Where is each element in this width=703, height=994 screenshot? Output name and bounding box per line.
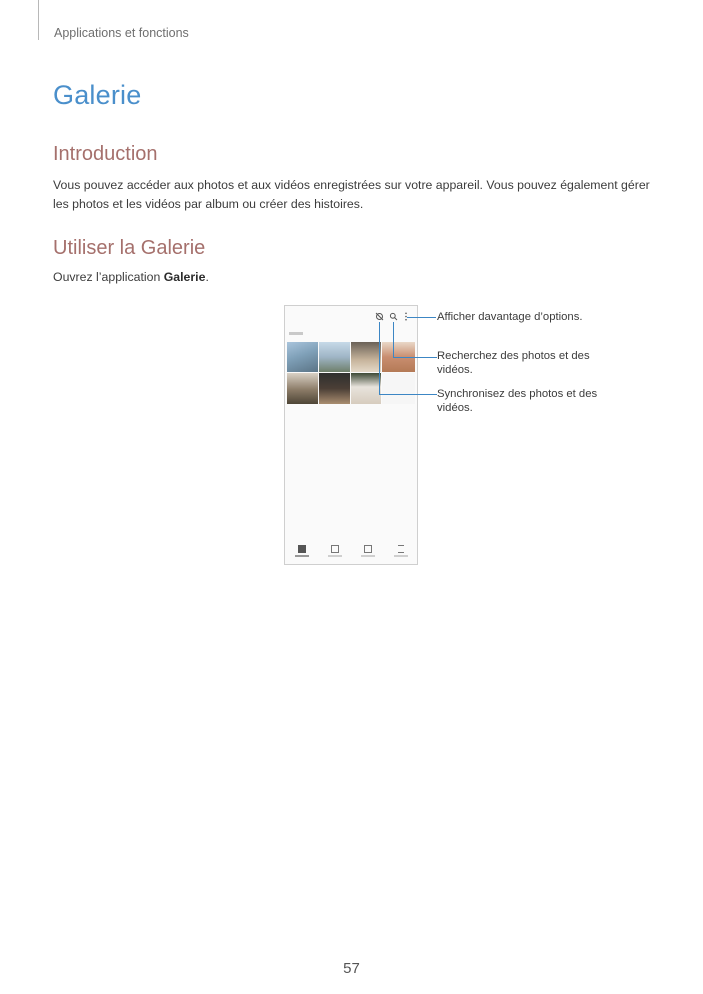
nav-pictures xyxy=(288,545,316,557)
photo-thumbnail xyxy=(351,342,381,372)
nav-stories xyxy=(354,545,382,557)
callout-line-options xyxy=(407,317,436,318)
instruction-prefix: Ouvrez l’application xyxy=(53,270,164,284)
photo-thumbnail xyxy=(351,373,381,404)
date-label xyxy=(289,332,303,335)
callout-search-text: Recherchez des photos et des vidéos. xyxy=(437,350,590,376)
instruction-suffix: . xyxy=(205,270,209,284)
callout-options-text: Afficher davantage d’options. xyxy=(437,311,583,323)
intro-paragraph: Vous pouvez accéder aux photos et aux vidéos enregistrées sur votre appareil. Vous pouvez également gérer les photos et les vidéos par album ou créer des histoires. xyxy=(53,178,650,211)
intro-heading: Introduction xyxy=(53,143,158,165)
photo-thumbnail xyxy=(287,373,318,404)
cloud-sync-icon xyxy=(375,312,384,321)
search-icon xyxy=(389,312,398,321)
header-rule xyxy=(38,0,39,40)
app-name: Galerie xyxy=(163,270,206,284)
callout-line-sync xyxy=(379,322,437,395)
usage-heading: Utiliser la Galerie xyxy=(53,237,206,259)
page-number: 57 xyxy=(343,960,360,977)
page-title: Galerie xyxy=(53,80,142,110)
photo-thumbnail xyxy=(287,342,318,372)
usage-instruction xyxy=(53,270,209,284)
photo-thumbnail xyxy=(319,373,350,404)
nav-albums xyxy=(321,545,349,557)
nav-menu xyxy=(387,545,415,557)
photo-thumbnail xyxy=(319,342,350,372)
section-header: Applications et fonctions xyxy=(54,26,189,40)
callout-sync-text: Synchronisez des photos et des vidéos. xyxy=(437,388,598,414)
